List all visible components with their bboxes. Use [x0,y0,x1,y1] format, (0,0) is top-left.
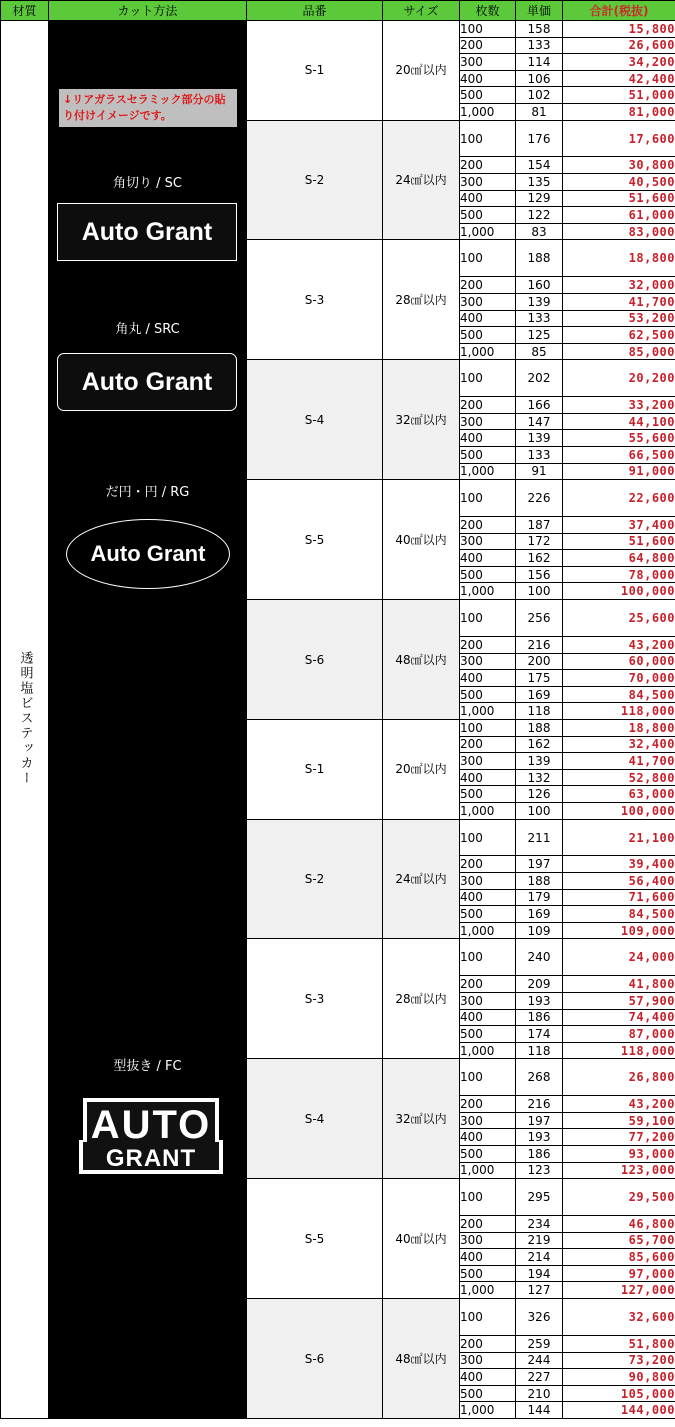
quantity-cell: 500 [460,786,516,803]
total-cell: 43,200 [563,1096,675,1113]
total-cell: 91,000 [563,463,675,480]
total-cell: 26,800 [563,1059,675,1096]
quantity-cell: 400 [460,1249,516,1266]
material-label: 透明塩ビステッカー [17,650,33,786]
part-number-cell: S-1 [247,720,383,820]
quantity-cell: 100 [460,1179,516,1216]
quantity-cell: 200 [460,37,516,54]
table-row [1,720,675,737]
quantity-cell: 300 [460,54,516,71]
unit-price-cell: 259 [516,1336,563,1353]
unit-price-cell: 154 [516,157,563,174]
unit-price-cell: 175 [516,670,563,687]
unit-price-cell: 106 [516,70,563,87]
unit-price-cell: 118 [516,703,563,720]
quantity-cell: 200 [460,1336,516,1353]
quantity-cell: 1,000 [460,1402,516,1419]
total-cell: 51,000 [563,87,675,104]
total-cell: 65,700 [563,1232,675,1249]
total-cell: 56,400 [563,873,675,890]
quantity-cell: 1,000 [460,343,516,360]
total-cell: 30,800 [563,157,675,174]
quantity-cell: 200 [460,637,516,654]
quantity-cell: 200 [460,736,516,753]
unit-price-cell: 234 [516,1216,563,1233]
cut-method-panel [49,21,246,719]
unit-price-cell: 160 [516,277,563,294]
unit-price-cell: 147 [516,413,563,430]
quantity-cell: 400 [460,889,516,906]
unit-price-cell: 209 [516,976,563,993]
total-cell: 24,000 [563,939,675,976]
total-cell: 43,200 [563,637,675,654]
quantity-cell: 300 [460,533,516,550]
quantity-cell: 300 [460,992,516,1009]
total-cell: 61,000 [563,207,675,224]
unit-price-cell: 188 [516,720,563,737]
total-cell: 51,800 [563,1336,675,1353]
header-row [1,1,675,21]
total-cell: 41,700 [563,293,675,310]
quantity-cell: 300 [460,293,516,310]
total-cell: 81,000 [563,103,675,120]
quantity-cell: 200 [460,1216,516,1233]
total-cell: 57,900 [563,992,675,1009]
unit-price-cell: 188 [516,873,563,890]
cut-label-rg: だ円・円 / RG [105,485,190,500]
unit-price-cell: 100 [516,583,563,600]
unit-price-cell: 219 [516,1232,563,1249]
quantity-cell: 300 [460,653,516,670]
total-cell: 34,200 [563,54,675,71]
total-cell: 123,000 [563,1162,675,1179]
unit-price-cell: 126 [516,786,563,803]
quantity-cell: 500 [460,566,516,583]
unit-price-cell: 187 [516,517,563,534]
total-cell: 93,000 [563,1146,675,1163]
part-number-cell: S-3 [247,939,383,1059]
total-cell: 51,600 [563,533,675,550]
total-cell: 21,100 [563,819,675,856]
unit-price-cell: 268 [516,1059,563,1096]
total-cell: 144,000 [563,1402,675,1419]
quantity-cell: 300 [460,413,516,430]
total-cell: 41,700 [563,753,675,770]
total-cell: 22,600 [563,480,675,517]
unit-price-cell: 91 [516,463,563,480]
unit-price-cell: 193 [516,992,563,1009]
total-cell: 41,800 [563,976,675,993]
total-cell: 62,500 [563,327,675,344]
total-cell: 105,000 [563,1385,675,1402]
unit-price-cell: 144 [516,1402,563,1419]
unit-price-cell: 244 [516,1352,563,1369]
quantity-cell: 500 [460,87,516,104]
quantity-cell: 1,000 [460,223,516,240]
quantity-cell: 100 [460,1059,516,1096]
total-cell: 52,800 [563,769,675,786]
total-cell: 32,600 [563,1299,675,1336]
total-cell: 77,200 [563,1129,675,1146]
size-cell: 28㎠以内 [383,240,460,360]
total-cell: 33,200 [563,397,675,414]
unit-price-cell: 129 [516,190,563,207]
quantity-cell: 500 [460,1026,516,1043]
part-number-cell: S-5 [247,1179,383,1299]
quantity-cell: 100 [460,600,516,637]
total-cell: 90,800 [563,1369,675,1386]
total-cell: 26,600 [563,37,675,54]
unit-price-cell: 133 [516,447,563,464]
total-cell: 73,200 [563,1352,675,1369]
quantity-cell: 400 [460,190,516,207]
total-cell: 74,400 [563,1009,675,1026]
unit-price-cell: 133 [516,37,563,54]
total-cell: 87,000 [563,1026,675,1043]
part-number-cell: S-6 [247,600,383,720]
unit-price-cell: 132 [516,769,563,786]
quantity-cell: 500 [460,207,516,224]
quantity-cell: 400 [460,70,516,87]
quantity-cell: 100 [460,720,516,737]
total-cell: 17,600 [563,120,675,157]
quantity-cell: 400 [460,550,516,567]
total-cell: 20,200 [563,360,675,397]
unit-price-cell: 100 [516,802,563,819]
unit-price-cell: 156 [516,566,563,583]
cut-label-fc: 型抜き / FC [113,1059,182,1074]
total-cell: 70,000 [563,670,675,687]
quantity-cell: 100 [460,360,516,397]
total-cell: 53,200 [563,310,675,327]
logo-square: Auto Grant [57,203,237,261]
logo-rounded: Auto Grant [57,353,237,411]
unit-price-cell: 114 [516,54,563,71]
unit-price-cell: 102 [516,87,563,104]
unit-price-cell: 85 [516,343,563,360]
quantity-cell: 500 [460,1146,516,1163]
header-total: 合計(税抜) [563,1,675,21]
unit-price-cell: 200 [516,653,563,670]
unit-price-cell: 227 [516,1369,563,1386]
quantity-cell: 100 [460,120,516,157]
unit-price-cell: 186 [516,1146,563,1163]
total-cell: 127,000 [563,1282,675,1299]
quantity-cell: 400 [460,1129,516,1146]
quantity-cell: 300 [460,1232,516,1249]
total-cell: 118,000 [563,1042,675,1059]
unit-price-cell: 326 [516,1299,563,1336]
total-cell: 40,500 [563,174,675,191]
quantity-cell: 500 [460,686,516,703]
size-cell: 20㎠以内 [383,720,460,820]
header-quantity: 枚数 [460,1,516,21]
quantity-cell: 100 [460,21,516,38]
unit-price-cell: 166 [516,397,563,414]
quantity-cell: 500 [460,327,516,344]
total-cell: 55,600 [563,430,675,447]
total-cell: 44,100 [563,413,675,430]
header-cut-method: カット方法 [49,1,247,21]
size-cell: 20㎠以内 [383,21,460,121]
quantity-cell: 300 [460,1112,516,1129]
unit-price-cell: 194 [516,1265,563,1282]
part-number-cell: S-1 [247,21,383,121]
total-cell: 15,800 [563,21,675,38]
size-cell: 32㎠以内 [383,360,460,480]
quantity-cell: 1,000 [460,1162,516,1179]
total-cell: 78,000 [563,566,675,583]
quantity-cell: 100 [460,819,516,856]
unit-price-cell: 122 [516,207,563,224]
quantity-cell: 1,000 [460,802,516,819]
quantity-cell: 100 [460,480,516,517]
total-cell: 18,800 [563,240,675,277]
total-cell: 66,500 [563,447,675,464]
unit-price-cell: 211 [516,819,563,856]
unit-price-cell: 174 [516,1026,563,1043]
unit-price-cell: 135 [516,174,563,191]
quantity-cell: 1,000 [460,103,516,120]
quantity-cell: 300 [460,174,516,191]
unit-price-cell: 216 [516,637,563,654]
quantity-cell: 1,000 [460,463,516,480]
unit-price-cell: 139 [516,753,563,770]
unit-price-cell: 210 [516,1385,563,1402]
total-cell: 84,500 [563,906,675,923]
quantity-cell: 200 [460,1096,516,1113]
total-cell: 51,600 [563,190,675,207]
size-cell: 24㎠以内 [383,819,460,939]
total-cell: 97,000 [563,1265,675,1282]
total-cell: 60,000 [563,653,675,670]
header-size: サイズ [383,1,460,21]
quantity-cell: 100 [460,939,516,976]
unit-price-cell: 109 [516,922,563,939]
size-cell: 40㎠以内 [383,1179,460,1299]
total-cell: 29,500 [563,1179,675,1216]
table-row [1,21,675,38]
total-cell: 39,400 [563,856,675,873]
total-cell: 18,800 [563,720,675,737]
unit-price-cell: 240 [516,939,563,976]
quantity-cell: 200 [460,856,516,873]
unit-price-cell: 169 [516,686,563,703]
quantity-cell: 500 [460,906,516,923]
total-cell: 59,100 [563,1112,675,1129]
total-cell: 84,500 [563,686,675,703]
total-cell: 85,000 [563,343,675,360]
quantity-cell: 1,000 [460,1042,516,1059]
unit-price-cell: 197 [516,1112,563,1129]
unit-price-cell: 188 [516,240,563,277]
size-cell: 48㎠以内 [383,600,460,720]
unit-price-cell: 139 [516,293,563,310]
total-cell: 32,000 [563,277,675,294]
unit-price-cell: 256 [516,600,563,637]
quantity-cell: 100 [460,1299,516,1336]
total-cell: 64,800 [563,550,675,567]
total-cell: 83,000 [563,223,675,240]
unit-price-cell: 83 [516,223,563,240]
total-cell: 25,600 [563,600,675,637]
total-cell: 85,600 [563,1249,675,1266]
note-banner: ↓リアガラスセラミック部分の貼り付けイメージです。 [59,89,237,127]
part-number-cell: S-2 [247,120,383,240]
quantity-cell: 300 [460,1352,516,1369]
part-number-cell: S-4 [247,1059,383,1179]
total-cell: 100,000 [563,802,675,819]
quantity-cell: 200 [460,157,516,174]
quantity-cell: 1,000 [460,703,516,720]
part-number-cell: S-4 [247,360,383,480]
part-number-cell: S-3 [247,240,383,360]
unit-price-cell: 186 [516,1009,563,1026]
quantity-cell: 400 [460,1369,516,1386]
part-number-cell: S-5 [247,480,383,600]
unit-price-cell: 125 [516,327,563,344]
total-cell: 46,800 [563,1216,675,1233]
quantity-cell: 500 [460,1385,516,1402]
quantity-cell: 200 [460,397,516,414]
size-cell: 24㎠以内 [383,120,460,240]
cut-method-cell-2 [49,720,247,1419]
cut-method-cell-1 [49,21,247,720]
quantity-cell: 400 [460,1009,516,1026]
unit-price-cell: 139 [516,430,563,447]
total-cell: 109,000 [563,922,675,939]
logo-die-cut [77,1092,225,1178]
quantity-cell: 500 [460,447,516,464]
header-part-number: 品番 [247,1,383,21]
total-cell: 37,400 [563,517,675,534]
quantity-cell: 200 [460,277,516,294]
cut-method-panel [49,720,246,1418]
unit-price-cell: 197 [516,856,563,873]
unit-price-cell: 226 [516,480,563,517]
unit-price-cell: 81 [516,103,563,120]
quantity-cell: 300 [460,873,516,890]
quantity-cell: 200 [460,517,516,534]
unit-price-cell: 162 [516,550,563,567]
header-material: 材質 [1,1,49,21]
quantity-cell: 1,000 [460,583,516,600]
unit-price-cell: 133 [516,310,563,327]
part-number-cell: S-2 [247,819,383,939]
unit-price-cell: 202 [516,360,563,397]
unit-price-cell: 158 [516,21,563,38]
unit-price-cell: 123 [516,1162,563,1179]
total-cell: 118,000 [563,703,675,720]
unit-price-cell: 118 [516,1042,563,1059]
quantity-cell: 1,000 [460,1282,516,1299]
quantity-cell: 400 [460,670,516,687]
unit-price-cell: 162 [516,736,563,753]
size-cell: 32㎠以内 [383,1059,460,1179]
unit-price-cell: 179 [516,889,563,906]
size-cell: 28㎠以内 [383,939,460,1059]
total-cell: 42,400 [563,70,675,87]
quantity-cell: 100 [460,240,516,277]
quantity-cell: 400 [460,430,516,447]
quantity-cell: 1,000 [460,922,516,939]
quantity-cell: 200 [460,976,516,993]
header-unit-price: 単価 [516,1,563,21]
quantity-cell: 400 [460,310,516,327]
die-cut-logo-line-2: GRANT [105,1145,197,1172]
cut-label-src: 角丸 / SRC [115,322,180,337]
total-cell: 71,600 [563,889,675,906]
total-cell: 63,000 [563,786,675,803]
quantity-cell: 300 [460,753,516,770]
unit-price-cell: 216 [516,1096,563,1113]
total-cell: 32,400 [563,736,675,753]
logo-oval: Auto Grant [66,519,230,589]
unit-price-cell: 295 [516,1179,563,1216]
unit-price-cell: 214 [516,1249,563,1266]
material-cell [1,21,49,1419]
unit-price-cell: 127 [516,1282,563,1299]
unit-price-cell: 193 [516,1129,563,1146]
total-cell: 100,000 [563,583,675,600]
size-cell: 48㎠以内 [383,1299,460,1419]
unit-price-cell: 169 [516,906,563,923]
size-cell: 40㎠以内 [383,480,460,600]
unit-price-cell: 176 [516,120,563,157]
cut-label-sc: 角切り / SC [113,176,182,191]
unit-price-cell: 172 [516,533,563,550]
die-cut-logo-line-1: AUTO [90,1103,212,1147]
part-number-cell: S-6 [247,1299,383,1419]
quantity-cell: 500 [460,1265,516,1282]
quantity-cell: 400 [460,769,516,786]
